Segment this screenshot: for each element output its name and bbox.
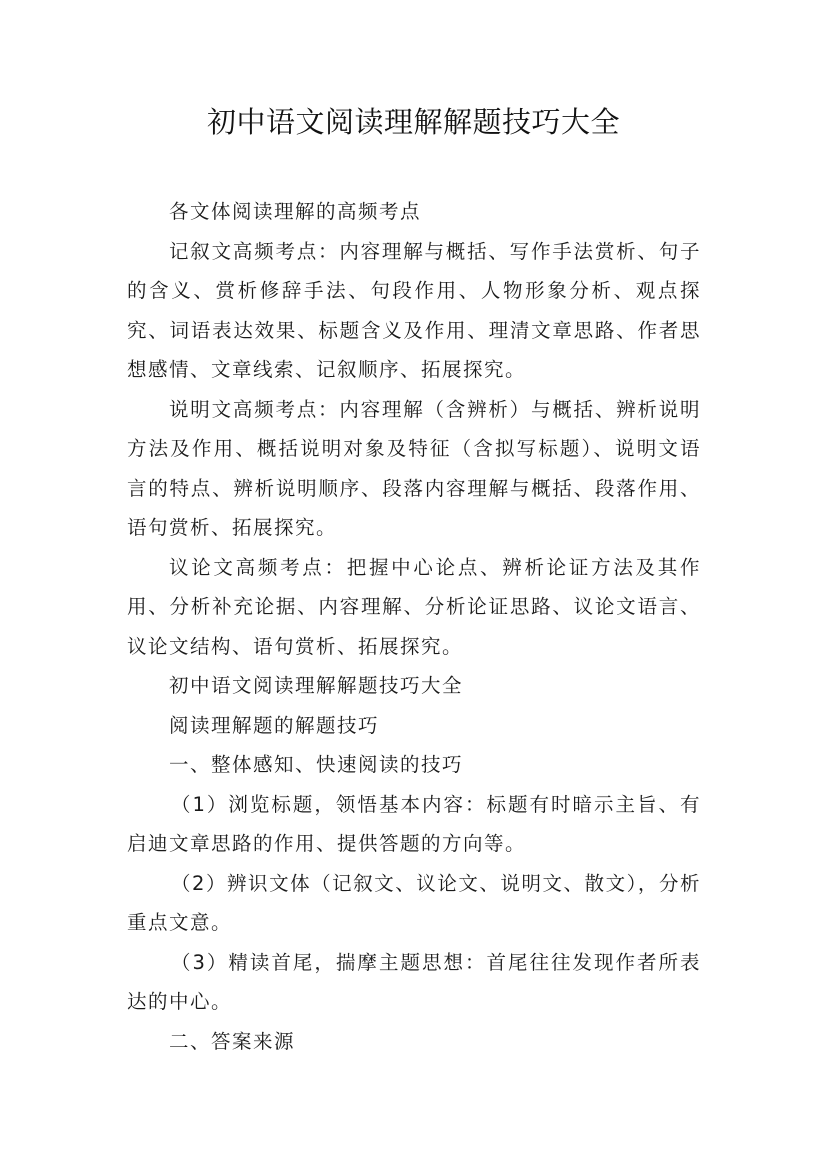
paragraph-subtitle: 初中语文阅读理解解题技巧大全: [169, 674, 464, 697]
paragraph-expository-points: 说明文高频考点：内容理解（含辨析）与概括、辨析说明方法及作用、概括说明对象及特征（含拟写标题）、说明文语言的特点、辨析说明顺序、段落内容理解与概括、段落作用、语句赏析、拓展探究。: [127, 397, 701, 539]
paragraph-item-2: （2）辨识文体（记叙文、议论文、说明文、散文），分析重点文意。: [127, 871, 701, 934]
paragraph-item-3: （3）精读首尾，揣摩主题思想：首尾往往发现作者所表达的中心。: [127, 950, 701, 1013]
paragraph-narrative-points: 记叙文高频考点：内容理解与概括、写作手法赏析、句子的含义、赏析修辞手法、句段作用、人物形象分析、观点探究、词语表达效果、标题含义及作用、理清文章思路、作者思想感情、文章线索、记叙顺序、拓展探究。: [127, 239, 701, 381]
paragraph-argumentative-points: 议论文高频考点：把握中心论点、辨析论证方法及其作用、分析补充论据、内容理解、分析论证思路、议论文语言、议论文结构、语句赏析、拓展探究。: [127, 555, 701, 658]
paragraph-techniques-heading: 阅读理解题的解题技巧: [169, 713, 380, 737]
paragraph-item-1: （1）浏览标题，领悟基本内容：标题有时暗示主旨、有启迪文章思路的作用、提供答题的方向等。: [127, 792, 701, 855]
document-title: 初中语文阅读理解解题技巧大全: [206, 105, 620, 139]
paragraph-section-one: 一、整体感知、快速阅读的技巧: [169, 753, 464, 776]
paragraph-heading-hot-points: 各文体阅读理解的高频考点: [169, 200, 422, 223]
document-body: [127, 192, 701, 1061]
paragraph-section-two: 二、答案来源: [169, 1029, 296, 1053]
